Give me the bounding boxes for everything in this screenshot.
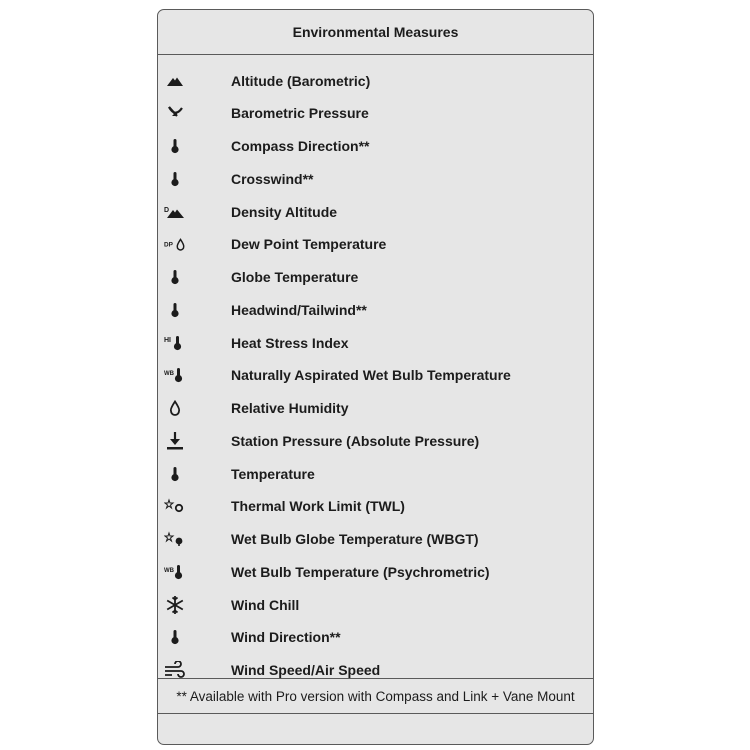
list-item: [158, 293, 593, 326]
svg-text:WB: WB: [164, 371, 174, 378]
panel-title: Environmental Measures: [158, 10, 593, 55]
measure-label: Altitude (Barometric): [231, 72, 371, 89]
footnote: ** Available with Pro version with Compass and Link + Vane Mount: [158, 679, 593, 714]
measure-label: Naturally Aspirated Wet Bulb Temperature: [231, 367, 511, 384]
measure-label: Wet Bulb Temperature (Psychrometric): [231, 563, 490, 580]
thermometer-icon: [164, 463, 186, 485]
list-item: [158, 523, 593, 556]
thermometer-icon: [164, 266, 186, 288]
thermometer-icon: [164, 168, 186, 190]
measure-label: Temperature: [231, 465, 315, 482]
list-item: [158, 457, 593, 490]
thermometer-icon: [164, 626, 186, 648]
list-item: [158, 261, 593, 294]
measure-label: Relative Humidity: [231, 400, 349, 416]
list-item: [158, 64, 593, 97]
measure-label: Station Pressure (Absolute Pressure): [231, 432, 480, 449]
list-item: [158, 130, 593, 163]
list-item: [158, 392, 593, 425]
measure-label: Globe Temperature: [231, 269, 359, 285]
list-item: [158, 228, 593, 261]
list-item: [158, 588, 593, 621]
wet-bulb-icon: [164, 364, 186, 386]
list-item: [158, 621, 593, 654]
list-item: [158, 195, 593, 228]
density-altitude-icon: [164, 201, 186, 223]
svg-text:DP: DP: [164, 242, 173, 249]
list-item: [158, 326, 593, 359]
list-item: [158, 162, 593, 195]
measure-label: Crosswind**: [231, 170, 314, 187]
svg-text:HI: HI: [164, 336, 171, 344]
droplet-icon: [164, 397, 186, 419]
measure-label: Compass Direction**: [231, 138, 370, 154]
measure-label: Wet Bulb Globe Temperature (WBGT): [231, 531, 479, 547]
list-item: [158, 424, 593, 457]
list-item: [158, 359, 593, 392]
measure-label: Wind Speed/Air Speed: [231, 662, 381, 678]
list-item: [158, 490, 593, 523]
mountain-icon: [164, 70, 186, 92]
twl-icon: [164, 495, 186, 517]
list-item: [158, 97, 593, 130]
list-item: [158, 555, 593, 588]
wbgt-icon: [164, 528, 186, 550]
thermometer-icon: [164, 299, 186, 321]
svg-text:D: D: [164, 206, 170, 214]
measure-label: Wind Chill: [231, 596, 300, 613]
measure-label: Wind Direction**: [231, 629, 341, 646]
heat-index-icon: [164, 332, 186, 354]
measure-label: Heat Stress Index: [231, 334, 349, 351]
measure-label: Headwind/Tailwind**: [231, 301, 367, 318]
measure-label: Thermal Work Limit (TWL): [231, 498, 405, 515]
measure-label: Density Altitude: [231, 203, 338, 220]
dew-point-icon: [164, 233, 186, 255]
barometer-icon: [164, 102, 186, 124]
measure-label: Dew Point Temperature: [231, 236, 387, 253]
environmental-measures-panel: [157, 9, 594, 745]
station-pressure-icon: [164, 430, 186, 452]
measure-label: Barometric Pressure: [231, 105, 369, 122]
svg-text:WB: WB: [164, 567, 174, 574]
snowflake-icon: [164, 594, 186, 616]
thermometer-icon: [164, 135, 186, 157]
wet-bulb-icon: [164, 561, 186, 583]
